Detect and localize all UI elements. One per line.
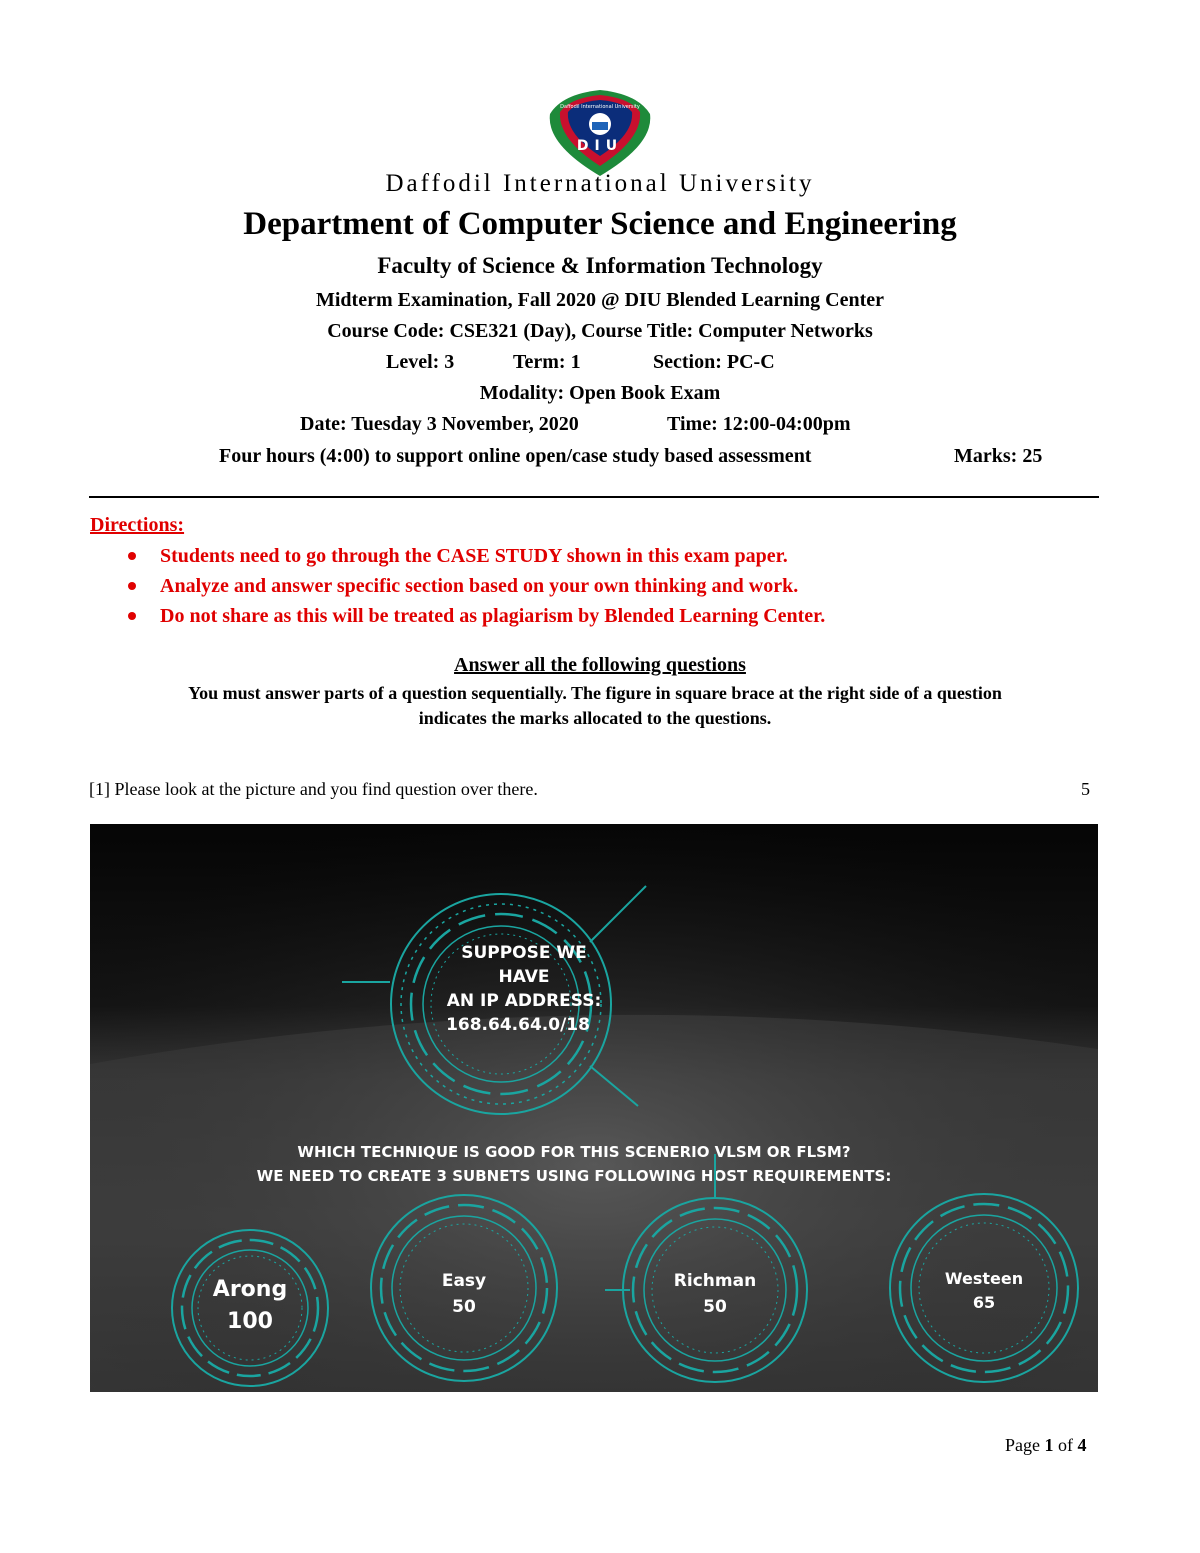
- modality-info: Modality: Open Book Exam: [479, 382, 721, 404]
- date-info: Date: Tuesday 3 November, 2020: [300, 413, 579, 435]
- university-name: Daffodil International University: [385, 170, 815, 197]
- bullet-icon: [128, 612, 136, 620]
- instructions-text: You must answer parts of a question sequentially. The figure in square brace at the right side of a question indicates the marks allocated to the questions.: [188, 683, 1002, 728]
- case-study-figure: [90, 824, 1098, 1392]
- subnet-name: Arong: [212, 1277, 288, 1302]
- figure-question-line-1: WHICH TECHNIQUE IS GOOD FOR THIS SCENERIO VLSM OR FLSM?: [297, 1143, 851, 1161]
- department-title: Department of Computer Science and Engineering: [243, 206, 957, 242]
- faculty-title: Faculty of Science & Information Technology: [377, 253, 823, 278]
- subnet-name: Richman: [673, 1271, 757, 1291]
- subnet-hosts: 50: [452, 1297, 476, 1317]
- main-circle-line-3: AN IP ADDRESS:: [446, 991, 602, 1011]
- section-info: Section: PC-C: [653, 351, 775, 373]
- figure-question-line-2: WE NEED TO CREATE 3 SUBNETS USING FOLLOWING HOST REQUIREMENTS:: [256, 1167, 892, 1185]
- subnet-hosts: 50: [703, 1297, 727, 1317]
- marks-info: Marks: 25: [954, 445, 1043, 467]
- page-number: Page 1 of 4: [1005, 1435, 1087, 1455]
- duration-info: Four hours (4:00) to support online open/case study based assessment: [219, 445, 812, 467]
- bullet-icon: [128, 582, 136, 590]
- logo-arc-text: Daffodil International University: [560, 104, 640, 110]
- question-1-marks: 5: [1081, 779, 1090, 799]
- logo-letters: DIU: [576, 138, 624, 154]
- question-1-text: [1] Please look at the picture and you find question over there.: [89, 779, 538, 799]
- answer-title: Answer all the following questions: [454, 654, 746, 676]
- subnet-hosts: 100: [227, 1309, 273, 1334]
- time-info: Time: 12:00-04:00pm: [667, 413, 851, 435]
- university-logo: [542, 84, 658, 180]
- list-item: Students need to go through the CASE STUDY shown in this exam paper.: [128, 543, 825, 573]
- level-info: Level: 3: [386, 351, 455, 373]
- bullet-icon: [128, 552, 136, 560]
- subnet-name: Westeen: [944, 1269, 1024, 1288]
- directions-list: [128, 543, 825, 633]
- main-circle-line-2: HAVE: [498, 967, 550, 987]
- course-info: Course Code: CSE321 (Day), Course Title: Computer Networks: [327, 320, 873, 342]
- main-circle-line-1: SUPPOSE WE: [461, 943, 587, 963]
- subnet-name: Easy: [441, 1271, 487, 1291]
- list-item: Analyze and answer specific section based on your own thinking and work.: [128, 573, 825, 603]
- header-divider: [89, 496, 1099, 498]
- subnet-hosts: 65: [972, 1293, 996, 1312]
- directions-title: Directions:: [90, 514, 185, 536]
- exam-title: Midterm Examination, Fall 2020 @ DIU Blended Learning Center: [315, 289, 885, 311]
- main-circle-line-4: 168.64.64.0/18: [446, 1015, 590, 1035]
- term-info: Term: 1: [513, 351, 581, 373]
- list-item: Do not share as this will be treated as plagiarism by Blended Learning Center.: [128, 603, 825, 633]
